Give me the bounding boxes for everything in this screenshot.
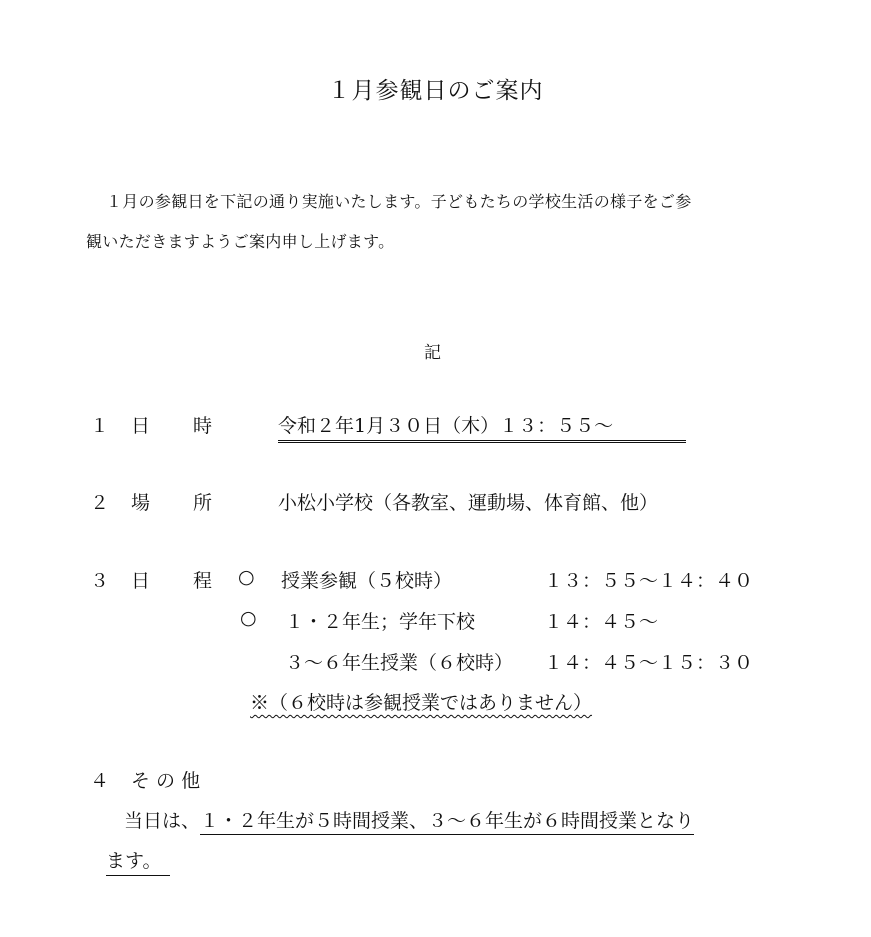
schedule-time-3: １４：４５～１５：３０ — [544, 652, 754, 674]
section-3-label-a: 日 — [131, 570, 151, 592]
schedule-time-2: １４：４５～ — [544, 611, 659, 633]
section-2-number: ２ — [90, 492, 110, 514]
schedule-time-1: １３：５５～１４：４０ — [544, 570, 754, 592]
other-text-underlined-1: １・２年生が５時間授業、３～６年生が６時間授業となり — [200, 810, 694, 835]
ki-heading: 記 — [424, 343, 441, 363]
section-3-number: ３ — [90, 570, 110, 592]
section-2-label-b: 所 — [193, 492, 213, 514]
section-4-number: ４ — [90, 770, 110, 792]
section-4-label: そ の 他 — [131, 770, 201, 792]
section-2-label-a: 場 — [131, 492, 151, 514]
section-1-label-b: 時 — [193, 415, 213, 437]
other-text-lead: 当日は、 — [124, 810, 201, 832]
intro-line-1: １月の参観日を下記の通り実施いたします。子どもたちの学校生活の様子をご参 — [106, 192, 692, 211]
schedule-marker-2: ○ — [240, 607, 257, 629]
schedule-note: ※（６校時は参観授業ではありません） — [250, 692, 593, 714]
place-value: 小松小学校（各教室、運動場、体育館、他） — [278, 492, 659, 514]
page-title: １月参観日のご案内 — [327, 78, 544, 104]
section-1-number: １ — [90, 415, 110, 437]
schedule-item-1: 授業参観（５校時） — [281, 570, 453, 592]
section-3-label-b: 程 — [193, 570, 213, 592]
schedule-item-3: ３～６年生授業（６校時） — [285, 652, 514, 674]
intro-line-2: 観いただきますようご案内申し上げます。 — [86, 232, 395, 251]
schedule-marker-1: ○ — [238, 566, 255, 588]
other-text-underlined-2: ます。 — [106, 846, 170, 876]
datetime-value: 令和２年1月３０日（木）１３：５５～ — [278, 411, 686, 443]
section-1-label-a: 日 — [131, 415, 151, 437]
schedule-item-2: １・２年生；学年下校 — [285, 611, 476, 633]
